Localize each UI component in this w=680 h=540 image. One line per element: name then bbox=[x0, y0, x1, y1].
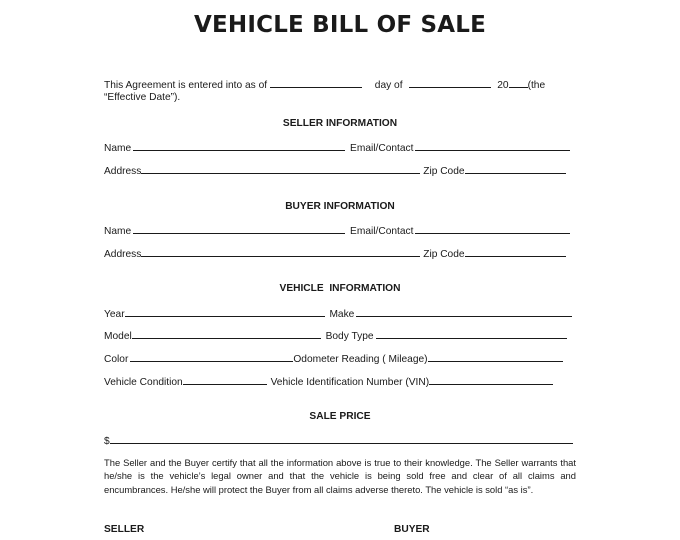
seller-address-label: Address bbox=[104, 166, 142, 177]
seller-address-row bbox=[104, 163, 566, 178]
buyer-information-heading: BUYER INFORMATION bbox=[285, 201, 395, 212]
seller-zip-label: Zip Code bbox=[423, 166, 465, 177]
seller-zip-field[interactable] bbox=[465, 163, 566, 174]
seller-email-field[interactable] bbox=[415, 140, 570, 151]
intro-text-year-prefix: 20 bbox=[497, 80, 509, 91]
buyer-address-field[interactable] bbox=[141, 246, 420, 257]
buyer-signature-label: BUYER bbox=[394, 524, 430, 535]
buyer-email-label: Email/Contact bbox=[350, 226, 414, 237]
seller-address-field[interactable] bbox=[141, 163, 420, 174]
dollar-sign: $ bbox=[104, 436, 110, 447]
model-field[interactable] bbox=[132, 328, 321, 339]
seller-signature-label: SELLER bbox=[104, 524, 145, 535]
seller-name-field[interactable] bbox=[133, 140, 345, 151]
effective-date-blank[interactable] bbox=[270, 77, 362, 88]
intro-text-the: (the bbox=[527, 80, 546, 91]
document-title: VEHICLE BILL OF SALE bbox=[194, 12, 486, 38]
intro-text-day-of: day of bbox=[374, 80, 403, 91]
seller-information-heading: SELLER INFORMATION bbox=[282, 118, 398, 129]
buyer-email-field[interactable] bbox=[415, 223, 570, 234]
year-field[interactable] bbox=[125, 306, 325, 317]
vin-field[interactable] bbox=[429, 374, 553, 385]
buyer-name-field[interactable] bbox=[133, 223, 345, 234]
make-field[interactable] bbox=[356, 306, 572, 317]
year-blank[interactable] bbox=[509, 77, 528, 88]
intro-line-2: “Effective Date”). bbox=[104, 92, 181, 103]
seller-email-label: Email/Contact bbox=[350, 143, 414, 154]
body-type-field[interactable] bbox=[376, 328, 567, 339]
color-label: Color bbox=[104, 354, 129, 365]
buyer-zip-field[interactable] bbox=[465, 246, 566, 257]
buyer-zip-label: Zip Code bbox=[423, 249, 465, 260]
certification-paragraph: The Seller and the Buyer certify that all the information above is true to their knowledge. The Seller warrants that he/she is the vehicle’s legal owner and that the vehicle is being sold free and clear of all claims and encumbrances. He/she will protect the Buyer from all claims adverse thereto. The vehicle is sold “as is”. bbox=[104, 457, 576, 495]
vehicle-year-row bbox=[104, 306, 572, 321]
intro-line-1 bbox=[104, 77, 545, 92]
sale-price-heading: SALE PRICE bbox=[309, 411, 371, 422]
vehicle-model-row bbox=[104, 328, 567, 343]
vehicle-condition-label: Vehicle Condition bbox=[104, 377, 183, 388]
vehicle-condition-row bbox=[104, 374, 553, 389]
odometer-label: Odometer Reading ( Mileage) bbox=[293, 354, 428, 365]
seller-name-row bbox=[104, 140, 570, 155]
vehicle-condition-field[interactable] bbox=[183, 374, 267, 385]
buyer-name-row bbox=[104, 223, 570, 238]
sale-price-row bbox=[104, 433, 573, 448]
vehicle-color-row bbox=[104, 351, 563, 366]
odometer-field[interactable] bbox=[428, 351, 563, 362]
vin-label: Vehicle Identification Number (VIN) bbox=[270, 377, 430, 388]
vehicle-information-heading: VEHICLE INFORMATION bbox=[279, 283, 401, 294]
make-label: Make bbox=[329, 309, 355, 320]
model-label: Model bbox=[104, 331, 132, 342]
intro-text-as-of: This Agreement is entered into as of bbox=[104, 80, 268, 91]
year-label: Year bbox=[104, 309, 125, 320]
color-field[interactable] bbox=[130, 351, 293, 362]
seller-name-label: Name bbox=[104, 143, 132, 154]
sale-price-field[interactable] bbox=[110, 433, 573, 444]
buyer-address-label: Address bbox=[104, 249, 142, 260]
buyer-name-label: Name bbox=[104, 226, 132, 237]
month-blank[interactable] bbox=[409, 77, 491, 88]
body-type-label: Body Type bbox=[325, 331, 374, 342]
buyer-address-row bbox=[104, 246, 566, 261]
